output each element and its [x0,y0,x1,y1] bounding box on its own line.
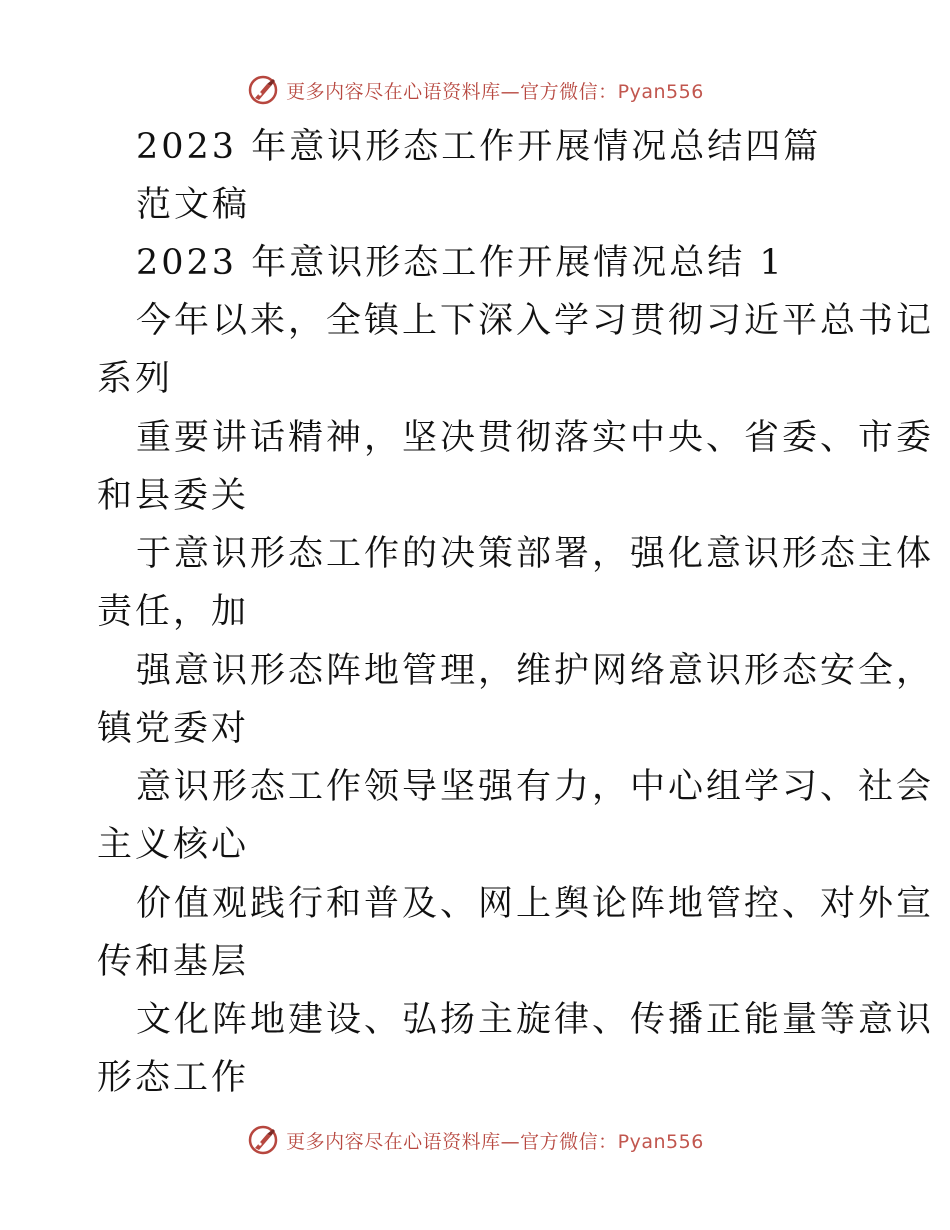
header-watermark-text [286,77,704,104]
paragraph-line: 责任，加 [97,592,250,632]
paragraph-line: 意识形态工作领导坚强有力，中心组学习、社会 [136,767,935,807]
watermark-wechat-id: Pyan556 [617,80,704,103]
watermark-prefix: 更多内容尽在心语资料库—官方微信： [286,80,618,103]
pen-nib-logo-icon [246,73,280,107]
paragraph-line: 主义核心 [97,825,250,865]
paragraph-line: 镇党委对 [97,709,250,749]
paragraph-line: 价值观践行和普及、网上舆论阵地管控、对外宣 [136,884,935,924]
paragraph-line: 系列 [97,359,174,399]
paragraph-line: 文化阵地建设、弘扬主旋律、传播正能量等意识 [136,1000,935,1040]
paragraph-line: 形态工作 [97,1058,250,1098]
watermark-wechat-id: Pyan556 [617,1130,704,1153]
paragraph-line: 和县委关 [97,476,250,516]
header-watermark-banner [0,70,950,110]
section-heading: 2023 年意识形态工作开展情况总结 1 [136,243,785,283]
paragraph-line: 于意识形态工作的决策部署，强化意识形态主体 [136,534,935,574]
footer-watermark-text [286,1127,704,1154]
paragraph-line: 传和基层 [97,942,250,982]
document-title: 2023 年意识形态工作开展情况总结四篇 [136,127,822,167]
pen-nib-logo-icon [246,1123,280,1157]
paragraph-line: 强意识形态阵地管理，维护网络意识形态安全， [136,651,935,691]
document-subtitle: 范文稿 [136,185,251,225]
watermark-prefix: 更多内容尽在心语资料库—官方微信： [286,1130,618,1153]
footer-watermark-banner [0,1120,950,1160]
paragraph-line: 重要讲话精神，坚决贯彻落实中央、省委、市委 [136,418,935,458]
paragraph-line: 今年以来，全镇上下深入学习贯彻习近平总书记 [136,301,935,341]
